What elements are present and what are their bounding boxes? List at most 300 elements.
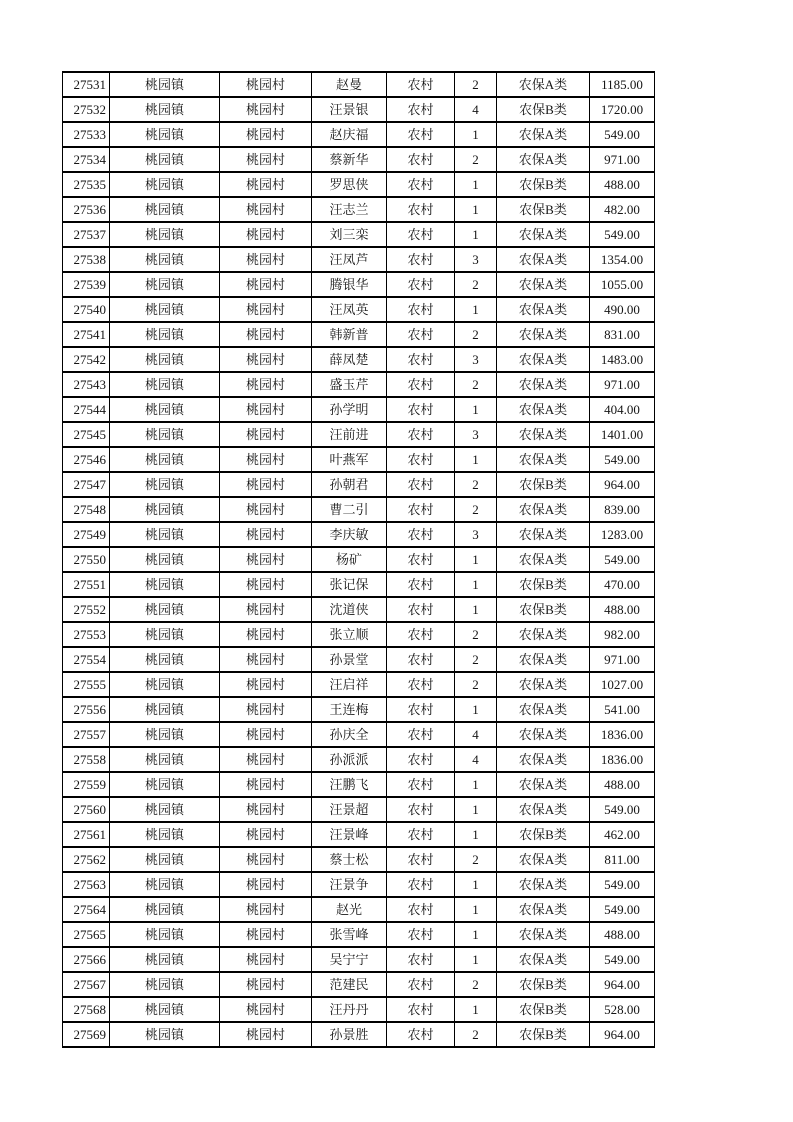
person-count-cell: 2 [455,147,497,172]
person-name-cell: 孙庆全 [312,722,387,747]
residence-type-cell: 农村 [387,1022,455,1047]
record-id-cell: 27547 [63,472,110,497]
village-cell: 桃园村 [220,122,312,147]
residence-type-cell: 农村 [387,422,455,447]
insurance-class-cell: 农保B类 [497,972,590,997]
town-cell: 桃园镇 [110,922,220,947]
amount-cell: 964.00 [590,1022,655,1047]
amount-cell: 488.00 [590,922,655,947]
person-name-cell: 汪凤芦 [312,247,387,272]
insurance-class-cell: 农保A类 [497,397,590,422]
residence-type-cell: 农村 [387,247,455,272]
person-count-cell: 2 [455,497,497,522]
record-id-cell: 27557 [63,722,110,747]
person-name-cell: 李庆敏 [312,522,387,547]
town-cell: 桃园镇 [110,847,220,872]
person-name-cell: 汪景银 [312,97,387,122]
table-row [63,997,655,1022]
amount-cell: 462.00 [590,822,655,847]
table-row [63,422,655,447]
amount-cell: 482.00 [590,197,655,222]
insurance-class-cell: 农保A类 [497,622,590,647]
person-count-cell: 2 [455,847,497,872]
person-count-cell: 1 [455,697,497,722]
table-row [63,622,655,647]
person-count-cell: 3 [455,347,497,372]
town-cell: 桃园镇 [110,472,220,497]
town-cell: 桃园镇 [110,97,220,122]
amount-cell: 470.00 [590,572,655,597]
person-name-cell: 沈道侠 [312,597,387,622]
insurance-class-cell: 农保B类 [497,472,590,497]
insurance-class-cell: 农保A类 [497,847,590,872]
residence-type-cell: 农村 [387,647,455,672]
residence-type-cell: 农村 [387,747,455,772]
amount-cell: 549.00 [590,947,655,972]
residence-type-cell: 农村 [387,447,455,472]
insurance-class-cell: 农保A类 [497,772,590,797]
insurance-class-cell: 农保A类 [497,422,590,447]
table-row [63,522,655,547]
residence-type-cell: 农村 [387,722,455,747]
person-count-cell: 2 [455,1022,497,1047]
insurance-class-cell: 农保A类 [497,222,590,247]
amount-cell: 528.00 [590,997,655,1022]
insurance-class-cell: 农保A类 [497,122,590,147]
village-cell: 桃园村 [220,97,312,122]
residence-type-cell: 农村 [387,797,455,822]
residence-type-cell: 农村 [387,822,455,847]
insurance-class-cell: 农保B类 [497,197,590,222]
town-cell: 桃园镇 [110,197,220,222]
insurance-class-cell: 农保A类 [497,497,590,522]
person-name-cell: 张记保 [312,572,387,597]
village-cell: 桃园村 [220,422,312,447]
village-cell: 桃园村 [220,322,312,347]
record-id-cell: 27554 [63,647,110,672]
town-cell: 桃园镇 [110,522,220,547]
person-name-cell: 曹二引 [312,497,387,522]
record-id-cell: 27549 [63,522,110,547]
residence-type-cell: 农村 [387,147,455,172]
amount-cell: 971.00 [590,372,655,397]
amount-cell: 549.00 [590,547,655,572]
table-row [63,372,655,397]
village-cell: 桃园村 [220,547,312,572]
record-id-cell: 27542 [63,347,110,372]
person-name-cell: 汪凤英 [312,297,387,322]
insurance-class-cell: 农保A类 [497,297,590,322]
town-cell: 桃园镇 [110,747,220,772]
person-name-cell: 赵光 [312,897,387,922]
record-id-cell: 27540 [63,297,110,322]
residence-type-cell: 农村 [387,772,455,797]
person-count-cell: 3 [455,247,497,272]
person-name-cell: 罗思侠 [312,172,387,197]
insurance-class-cell: 农保A类 [497,522,590,547]
village-cell: 桃园村 [220,672,312,697]
amount-cell: 971.00 [590,147,655,172]
insurance-class-cell: 农保A类 [497,797,590,822]
table-row [63,797,655,822]
village-cell: 桃园村 [220,622,312,647]
residence-type-cell: 农村 [387,622,455,647]
table-row [63,322,655,347]
record-id-cell: 27569 [63,1022,110,1047]
table-row [63,497,655,522]
record-id-cell: 27552 [63,597,110,622]
town-cell: 桃园镇 [110,697,220,722]
village-cell: 桃园村 [220,297,312,322]
insurance-class-cell: 农保A类 [497,322,590,347]
amount-cell: 488.00 [590,772,655,797]
residence-type-cell: 农村 [387,297,455,322]
table-row [63,747,655,772]
residence-type-cell: 农村 [387,397,455,422]
person-count-cell: 1 [455,397,497,422]
village-cell: 桃园村 [220,147,312,172]
table-row [63,922,655,947]
ledger-sheet [62,71,655,1048]
table-row [63,97,655,122]
residence-type-cell: 农村 [387,997,455,1022]
record-id-cell: 27559 [63,772,110,797]
amount-cell: 549.00 [590,447,655,472]
amount-cell: 1836.00 [590,722,655,747]
table-row [63,122,655,147]
table-row [63,472,655,497]
town-cell: 桃园镇 [110,1022,220,1047]
residence-type-cell: 农村 [387,347,455,372]
table-body [63,72,655,1047]
insurance-class-cell: 农保A类 [497,447,590,472]
person-count-cell: 1 [455,122,497,147]
table-row [63,847,655,872]
person-count-cell: 1 [455,772,497,797]
village-cell: 桃园村 [220,797,312,822]
town-cell: 桃园镇 [110,872,220,897]
insurance-class-cell: 农保A类 [497,922,590,947]
person-count-cell: 1 [455,872,497,897]
town-cell: 桃园镇 [110,897,220,922]
town-cell: 桃园镇 [110,672,220,697]
record-id-cell: 27558 [63,747,110,772]
residence-type-cell: 农村 [387,597,455,622]
insurance-class-cell: 农保B类 [497,822,590,847]
insurance-class-cell: 农保A类 [497,747,590,772]
amount-cell: 488.00 [590,597,655,622]
village-cell: 桃园村 [220,747,312,772]
person-name-cell: 汪丹丹 [312,997,387,1022]
town-cell: 桃园镇 [110,822,220,847]
amount-cell: 839.00 [590,497,655,522]
person-name-cell: 蔡士松 [312,847,387,872]
person-name-cell: 孙派派 [312,747,387,772]
residence-type-cell: 农村 [387,122,455,147]
table-row [63,572,655,597]
village-cell: 桃园村 [220,847,312,872]
person-name-cell: 孙景胜 [312,1022,387,1047]
person-count-cell: 2 [455,372,497,397]
person-count-cell: 2 [455,472,497,497]
table-row [63,1022,655,1047]
village-cell: 桃园村 [220,472,312,497]
amount-cell: 549.00 [590,122,655,147]
town-cell: 桃园镇 [110,772,220,797]
insurance-class-cell: 农保B类 [497,572,590,597]
village-cell: 桃园村 [220,972,312,997]
insurance-class-cell: 农保A类 [497,947,590,972]
table-row [63,72,655,97]
town-cell: 桃园镇 [110,547,220,572]
table-row [63,672,655,697]
table-row [63,897,655,922]
person-name-cell: 盛玉芹 [312,372,387,397]
village-cell: 桃园村 [220,922,312,947]
person-count-cell: 1 [455,222,497,247]
village-cell: 桃园村 [220,247,312,272]
record-id-cell: 27561 [63,822,110,847]
town-cell: 桃园镇 [110,597,220,622]
table-row [63,772,655,797]
record-id-cell: 27532 [63,97,110,122]
insurance-class-cell: 农保A类 [497,147,590,172]
village-cell: 桃园村 [220,197,312,222]
village-cell: 桃园村 [220,372,312,397]
record-id-cell: 27534 [63,147,110,172]
amount-cell: 971.00 [590,647,655,672]
insurance-class-cell: 农保A类 [497,547,590,572]
table-row [63,172,655,197]
residence-type-cell: 农村 [387,497,455,522]
village-cell: 桃园村 [220,872,312,897]
record-id-cell: 27551 [63,572,110,597]
town-cell: 桃园镇 [110,422,220,447]
person-count-cell: 4 [455,747,497,772]
insurance-class-cell: 农保A类 [497,347,590,372]
village-cell: 桃园村 [220,397,312,422]
record-id-cell: 27565 [63,922,110,947]
record-id-cell: 27567 [63,972,110,997]
insurance-class-cell: 农保B类 [497,97,590,122]
town-cell: 桃园镇 [110,372,220,397]
amount-cell: 964.00 [590,472,655,497]
amount-cell: 811.00 [590,847,655,872]
person-name-cell: 孙朝君 [312,472,387,497]
record-id-cell: 27544 [63,397,110,422]
person-name-cell: 叶燕军 [312,447,387,472]
record-id-cell: 27553 [63,622,110,647]
residence-type-cell: 农村 [387,522,455,547]
village-cell: 桃园村 [220,597,312,622]
table-row [63,597,655,622]
person-count-cell: 1 [455,922,497,947]
town-cell: 桃园镇 [110,172,220,197]
person-count-cell: 1 [455,947,497,972]
amount-cell: 964.00 [590,972,655,997]
person-count-cell: 2 [455,322,497,347]
person-name-cell: 汪志兰 [312,197,387,222]
person-name-cell: 蔡新华 [312,147,387,172]
residence-type-cell: 农村 [387,847,455,872]
town-cell: 桃园镇 [110,447,220,472]
person-name-cell: 薛凤楚 [312,347,387,372]
person-name-cell: 吴宁宁 [312,947,387,972]
residence-type-cell: 农村 [387,197,455,222]
person-name-cell: 孙学明 [312,397,387,422]
village-cell: 桃园村 [220,272,312,297]
residence-type-cell: 农村 [387,897,455,922]
amount-cell: 488.00 [590,172,655,197]
village-cell: 桃园村 [220,997,312,1022]
town-cell: 桃园镇 [110,947,220,972]
person-name-cell: 汪鹏飞 [312,772,387,797]
amount-cell: 549.00 [590,872,655,897]
village-cell: 桃园村 [220,347,312,372]
town-cell: 桃园镇 [110,722,220,747]
village-cell: 桃园村 [220,447,312,472]
residence-type-cell: 农村 [387,672,455,697]
record-id-cell: 27564 [63,897,110,922]
person-count-cell: 1 [455,447,497,472]
person-name-cell: 汪启祥 [312,672,387,697]
person-count-cell: 2 [455,272,497,297]
residence-type-cell: 农村 [387,172,455,197]
person-name-cell: 赵曼 [312,72,387,97]
person-count-cell: 2 [455,672,497,697]
village-cell: 桃园村 [220,772,312,797]
residence-type-cell: 农村 [387,472,455,497]
amount-cell: 1483.00 [590,347,655,372]
record-id-cell: 27536 [63,197,110,222]
record-id-cell: 27545 [63,422,110,447]
person-name-cell: 汪景超 [312,797,387,822]
insurance-class-cell: 农保B类 [497,997,590,1022]
person-count-cell: 3 [455,522,497,547]
table-row [63,447,655,472]
person-count-cell: 2 [455,647,497,672]
person-count-cell: 2 [455,972,497,997]
amount-cell: 1283.00 [590,522,655,547]
town-cell: 桃园镇 [110,572,220,597]
insurance-class-cell: 农保A类 [497,872,590,897]
residence-type-cell: 农村 [387,97,455,122]
insurance-class-cell: 农保A类 [497,272,590,297]
record-id-cell: 27537 [63,222,110,247]
village-cell: 桃园村 [220,947,312,972]
table-row [63,272,655,297]
amount-cell: 1836.00 [590,747,655,772]
table-row [63,822,655,847]
amount-cell: 1185.00 [590,72,655,97]
town-cell: 桃园镇 [110,622,220,647]
person-name-cell: 张雪峰 [312,922,387,947]
table-row [63,872,655,897]
table-row [63,547,655,572]
insurance-ledger-table [62,71,655,1048]
insurance-class-cell: 农保A类 [497,647,590,672]
table-row [63,147,655,172]
residence-type-cell: 农村 [387,222,455,247]
town-cell: 桃园镇 [110,72,220,97]
amount-cell: 1027.00 [590,672,655,697]
person-count-cell: 2 [455,622,497,647]
amount-cell: 1354.00 [590,247,655,272]
residence-type-cell: 农村 [387,697,455,722]
town-cell: 桃园镇 [110,297,220,322]
village-cell: 桃园村 [220,1022,312,1047]
amount-cell: 1055.00 [590,272,655,297]
record-id-cell: 27538 [63,247,110,272]
record-id-cell: 27546 [63,447,110,472]
town-cell: 桃园镇 [110,397,220,422]
residence-type-cell: 农村 [387,322,455,347]
record-id-cell: 27563 [63,872,110,897]
record-id-cell: 27548 [63,497,110,522]
insurance-class-cell: 农保A类 [497,722,590,747]
table-row [63,697,655,722]
insurance-class-cell: 农保B类 [497,597,590,622]
person-count-cell: 1 [455,547,497,572]
residence-type-cell: 农村 [387,547,455,572]
village-cell: 桃园村 [220,897,312,922]
insurance-class-cell: 农保A类 [497,672,590,697]
insurance-class-cell: 农保A类 [497,247,590,272]
person-count-cell: 1 [455,797,497,822]
person-count-cell: 2 [455,72,497,97]
insurance-class-cell: 农保B类 [497,1022,590,1047]
record-id-cell: 27550 [63,547,110,572]
insurance-class-cell: 农保A类 [497,897,590,922]
residence-type-cell: 农村 [387,272,455,297]
town-cell: 桃园镇 [110,647,220,672]
residence-type-cell: 农村 [387,72,455,97]
amount-cell: 1401.00 [590,422,655,447]
person-name-cell: 汪景峰 [312,822,387,847]
table-row [63,722,655,747]
amount-cell: 549.00 [590,222,655,247]
village-cell: 桃园村 [220,572,312,597]
insurance-class-cell: 农保A类 [497,72,590,97]
record-id-cell: 27555 [63,672,110,697]
village-cell: 桃园村 [220,222,312,247]
person-count-cell: 1 [455,897,497,922]
person-name-cell: 汪景争 [312,872,387,897]
residence-type-cell: 农村 [387,972,455,997]
table-row [63,397,655,422]
person-name-cell: 孙景堂 [312,647,387,672]
table-row [63,222,655,247]
residence-type-cell: 农村 [387,947,455,972]
residence-type-cell: 农村 [387,572,455,597]
amount-cell: 549.00 [590,897,655,922]
town-cell: 桃园镇 [110,347,220,372]
town-cell: 桃园镇 [110,997,220,1022]
person-count-cell: 1 [455,572,497,597]
insurance-class-cell: 农保B类 [497,172,590,197]
person-name-cell: 王连梅 [312,697,387,722]
person-name-cell: 杨矿 [312,547,387,572]
residence-type-cell: 农村 [387,922,455,947]
person-name-cell: 韩新普 [312,322,387,347]
village-cell: 桃园村 [220,522,312,547]
person-count-cell: 3 [455,422,497,447]
record-id-cell: 27533 [63,122,110,147]
village-cell: 桃园村 [220,497,312,522]
record-id-cell: 27543 [63,372,110,397]
village-cell: 桃园村 [220,697,312,722]
person-count-cell: 4 [455,97,497,122]
